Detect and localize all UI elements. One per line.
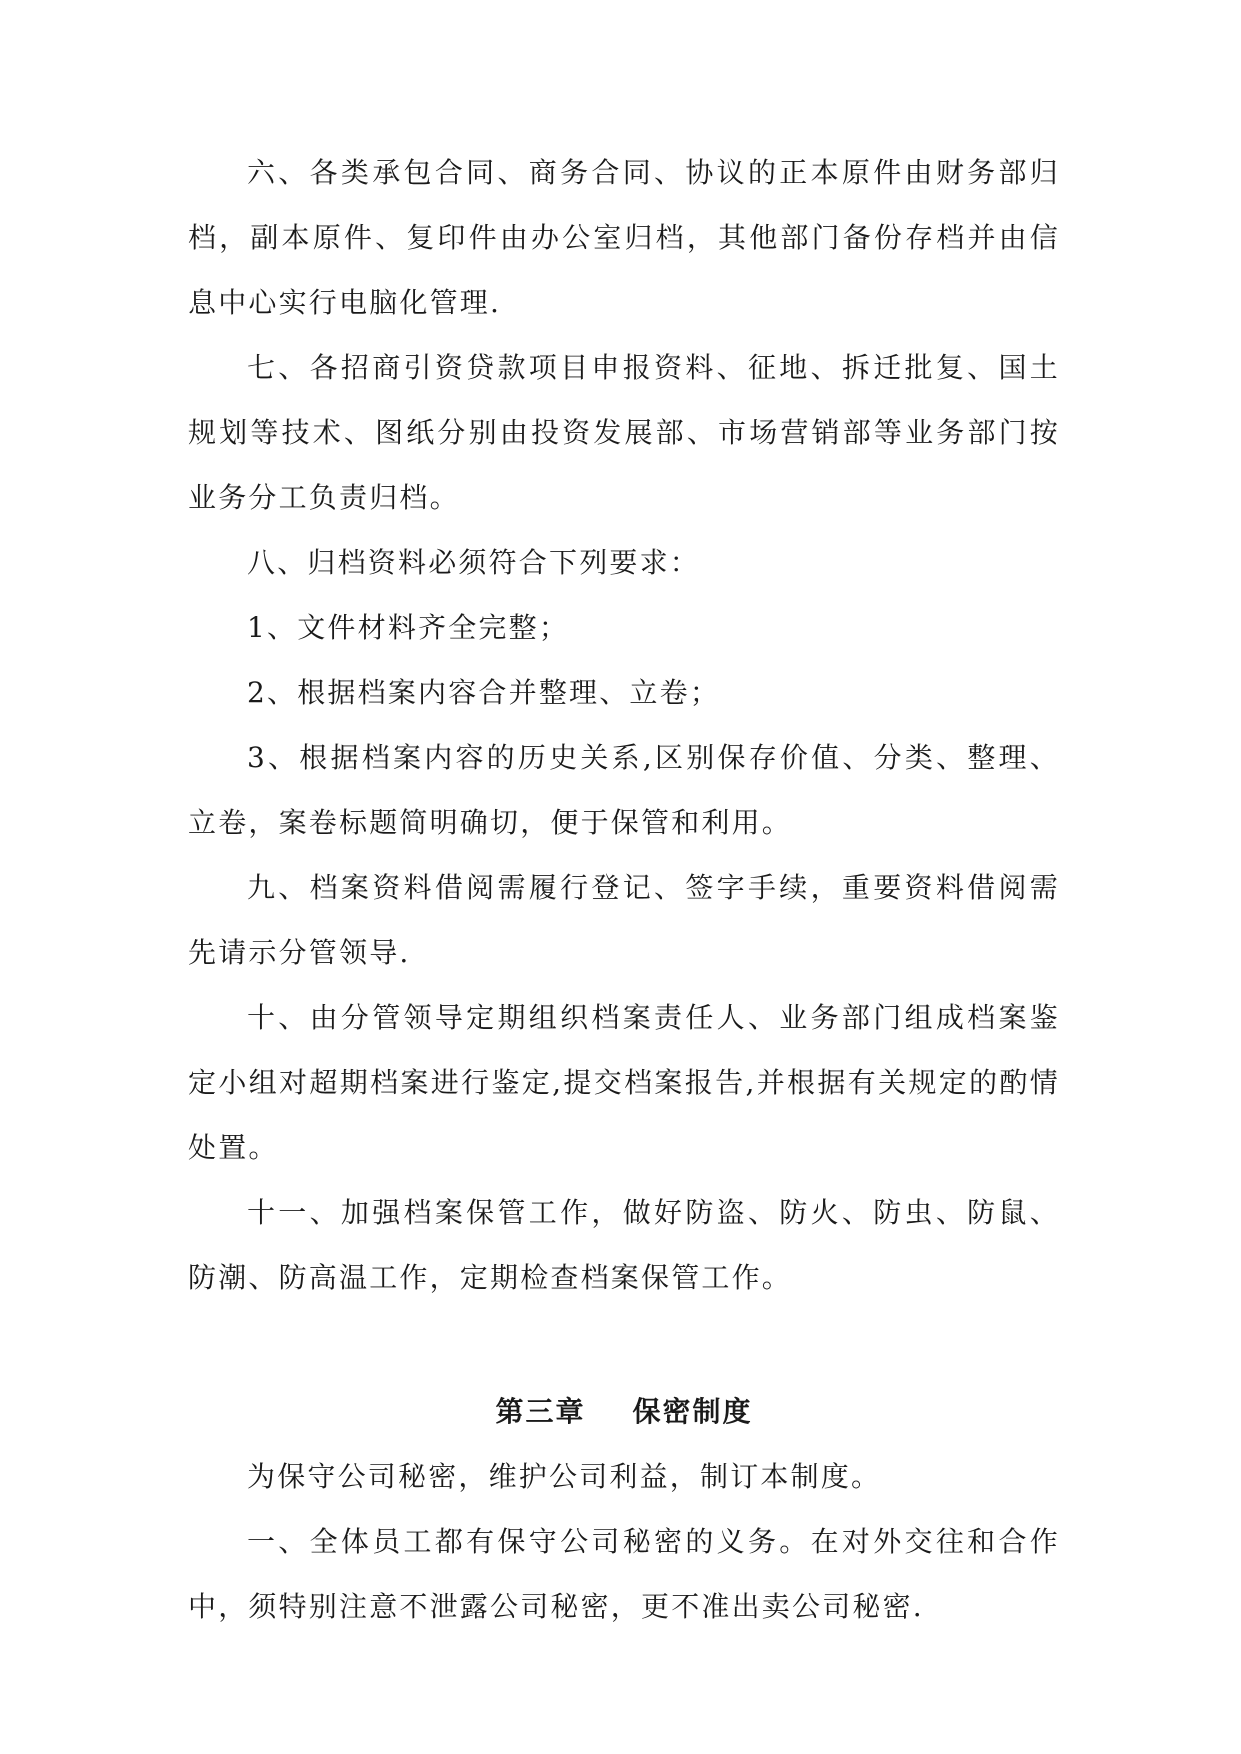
- paragraph-borrowing-procedure: 九、档案资料借阅需履行登记、签字手续，重要资料借阅需先请示分管领导.: [188, 871, 1060, 969]
- paragraph-contract-archiving: 六、各类承包合同、商务合同、协议的正本原件由财务部归档，副本原件、复印件由办公室归档，其他部门备份存档并由信息中心实行电脑化管理.: [188, 156, 1060, 319]
- paragraph-archive-appraisal: 十、由分管领导定期组织档案责任人、业务部门组成档案鉴定小组对超期档案进行鉴定,提交档案报告,并根据有关规定的酌情处置。: [188, 1001, 1060, 1164]
- chapter-heading: 第三章 保密制度: [495, 1395, 753, 1428]
- paragraph-confidentiality-intro: 为保守公司秘密，维护公司利益，制订本制度。: [247, 1460, 882, 1493]
- paragraph-archive-protection: 十一、加强档案保管工作，做好防盗、防火、防虫、防鼠、防潮、防高温工作，定期检查档案保管工作。: [188, 1196, 1060, 1294]
- paragraph-project-materials: 七、各招商引资贷款项目申报资料、征地、拆迁批复、国土规划等技术、图纸分别由投资发展部、市场营销部等业务部门按业务分工负责归档。: [188, 351, 1060, 514]
- list-item-requirement-1: 1、文件材料齐全完整；: [247, 611, 570, 644]
- paragraph-confidentiality-duty: 一、全体员工都有保守公司秘密的义务。在对外交往和合作中，须特别注意不泄露公司秘密，更不准出卖公司秘密.: [188, 1525, 1060, 1623]
- paragraph-archive-requirements: 八、归档资料必须符合下列要求：: [247, 546, 701, 579]
- document-page: [188, 140, 1060, 1639]
- list-item-requirement-2: 2、根据档案内容合并整理、立卷；: [247, 676, 721, 709]
- list-item-requirement-3: 3、根据档案内容的历史关系,区别保存价值、分类、整理、立卷，案卷标题简明确切，便于保管和利用。: [188, 741, 1060, 839]
